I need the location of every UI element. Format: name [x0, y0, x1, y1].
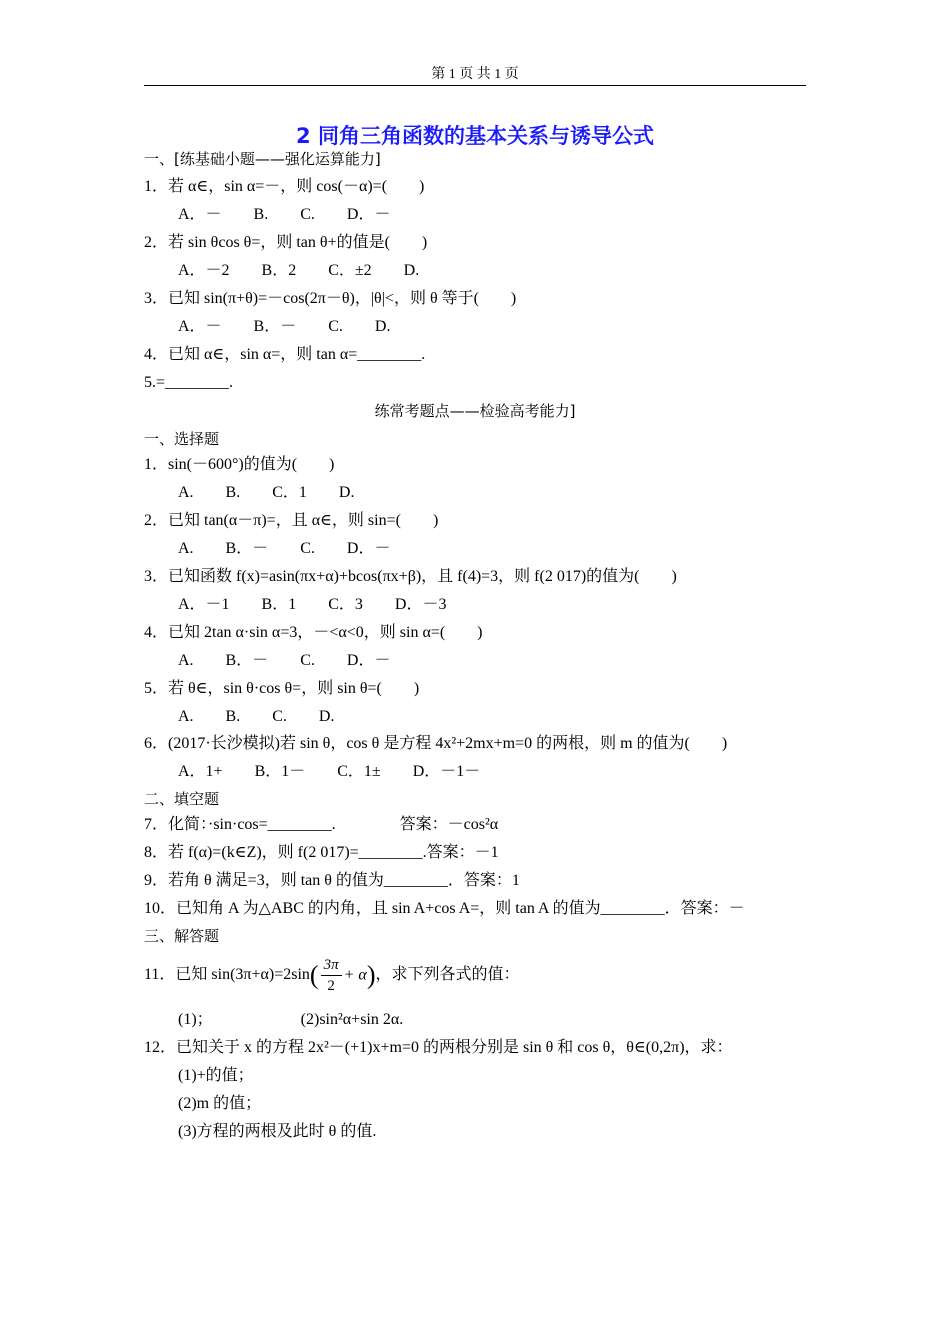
options-a2: A．－2 B．2 C．±2 D.: [178, 262, 420, 279]
question-b2: 2．已知 tan(α－π)=，且 α∈，则 sin=( ): [144, 512, 439, 529]
page-header: 第 1 页 共 1 页: [431, 67, 519, 82]
question-a3: 3．已知 sin(π+θ)=－cos(2π－θ)，|θ|<，则 θ 等于( ): [144, 290, 517, 307]
subsection-solve-heading: 三、解答题: [144, 927, 220, 945]
right-paren: ): [366, 960, 376, 990]
options-b1: A. B. C．1 D.: [178, 484, 355, 501]
subsection-fill-heading: 二、填空题: [144, 790, 220, 808]
question-a1: 1．若 α∈，sin α=－，则 cos(－α)=( ): [144, 178, 425, 195]
question-a4: 4．已知 α∈，sin α=，则 tan α=________.: [144, 346, 426, 363]
q11-suffix: ，求下列各式的值：: [375, 966, 520, 983]
question-b9: 9．若角 θ 满足=3，则 tan θ 的值为________．答案：1: [144, 872, 520, 889]
question-b8: 8．若 f(α)=(k∈Z)，则 f(2 017)=________.答案：－1: [144, 844, 499, 861]
question-b12: 12．已知关于 x 的方程 2x²－(+1)x+m=0 的两根分别是 sin θ 和 cos θ，θ∈(0,2π)，求：: [144, 1039, 733, 1056]
page-title: 2 同角三角函数的基本关系与诱导公式: [296, 124, 654, 148]
options-a3: A．－ B．－ C. D.: [178, 318, 391, 335]
subsection-choice-heading: 一、选择题: [144, 430, 220, 448]
left-paren: (: [309, 960, 319, 990]
q12-part-3: (3)方程的两根及此时 θ 的值.: [178, 1123, 377, 1140]
question-b11: [144, 953, 520, 997]
options-b2: A. B．－ C. D．－: [178, 540, 391, 557]
options-b3: A．－1 B．1 C．3 D．－3: [178, 596, 447, 613]
question-b6: 6．(2017·长沙模拟)若 sin θ，cos θ 是方程 4x²+2mx+m=0 的两根，则 m 的值为( ): [144, 735, 728, 752]
section-a-heading: 一、[练基础小题——强化运算能力]: [144, 150, 381, 168]
options-b5: A. B. C. D.: [178, 708, 335, 725]
q11-parts: (1)； (2)sin²α+sin 2α.: [178, 1011, 404, 1028]
options-b4: A. B．－ C. D．－: [178, 652, 391, 669]
header-rule: [144, 85, 806, 86]
question-b7: 7．化简：·sin·cos=________. 答案：－cos²α: [144, 816, 499, 833]
q11-prefix: 11．已知 sin(3π+α)=2sin: [144, 966, 310, 983]
question-b3: 3．已知函数 f(x)=asin(πx+α)+bcos(πx+β)，且 f(4)=3，则 f(2 017)的值为( ): [144, 568, 677, 585]
section-b-heading: 练常考题点——检验高考能力]: [374, 402, 576, 420]
fraction-denominator: 2: [327, 977, 335, 994]
options-b6: A．1+ B．1－ C．1± D．－1－: [178, 763, 481, 780]
fraction-3pi-over-2: [321, 955, 342, 996]
question-b10: 10．已知角 A 为△ABC 的内角，且 sin A+cos A=，则 tan A 的值为________．答案：－: [144, 900, 745, 917]
options-a1: A．－ B. C. D．－: [178, 206, 391, 223]
q12-part-1: (1)+的值；: [178, 1067, 254, 1084]
question-b1: 1．sin(－600°)的值为( ): [144, 456, 335, 473]
fraction-numerator: 3π: [321, 955, 342, 976]
q11-plus-alpha: + α: [343, 966, 367, 984]
question-b5: 5．若 θ∈，sin θ·cos θ=，则 sin θ=( ): [144, 680, 420, 697]
q12-part-2: (2)m 的值；: [178, 1095, 262, 1112]
question-a5: 5.=________.: [144, 374, 234, 391]
question-a2: 2．若 sin θcos θ=，则 tan θ+的值是( ): [144, 234, 428, 251]
question-b4: 4．已知 2tan α·sin α=3，－<α<0，则 sin α=( ): [144, 624, 483, 641]
